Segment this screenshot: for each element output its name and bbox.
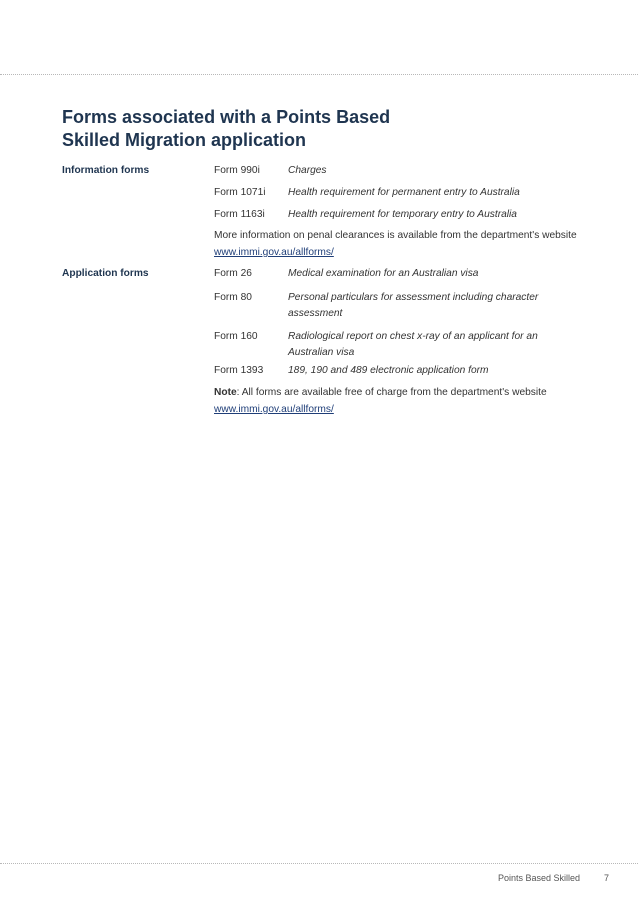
information-forms-label: Information forms (62, 165, 150, 176)
allforms-link-1[interactable]: www.immi.gov.au/allforms/ (214, 247, 334, 258)
page-title (62, 106, 482, 152)
form-code-80: Form 80 (214, 292, 252, 303)
form-desc-26: Medical examination for an Australian visa (288, 268, 479, 279)
top-dotted-divider (0, 74, 638, 75)
allforms-link-2[interactable]: www.immi.gov.au/allforms/ (214, 404, 334, 415)
footer-page-number: 7 (604, 873, 610, 883)
form-code-1071i: Form 1071i (214, 187, 266, 198)
page-title-line-2: Skilled Migration application (62, 130, 307, 150)
form-desc-1163i: Health requirement for temporary entry to Australia (288, 209, 517, 220)
penal-clearance-text: More information on penal clearances is available from the department's website (214, 230, 577, 241)
note-label: Note (214, 387, 237, 398)
application-forms-label: Application forms (62, 268, 149, 279)
note-text: : All forms are available free of charge from the department's website (236, 387, 547, 398)
form-code-1393: Form 1393 (214, 365, 264, 376)
form-desc-80: Personal particulars for assessment including character assessment (288, 292, 539, 319)
form-desc-1393: 189, 190 and 489 electronic application form (288, 365, 489, 376)
footer-document-title: Points Based Skilled (498, 873, 581, 883)
form-code-1163i: Form 1163i (214, 209, 265, 220)
forms-note (214, 384, 584, 418)
form-code-160: Form 160 (214, 331, 258, 342)
form-desc-1071i: Health requirement for permanent entry to Australia (288, 187, 520, 198)
page-title-line-1: Forms associated with a Points Based (62, 107, 391, 127)
form-code-990i: Form 990i (214, 165, 260, 176)
penal-clearance-info (214, 227, 584, 261)
bottom-dotted-divider (0, 863, 638, 864)
form-desc-990i: Charges (288, 165, 327, 176)
form-code-26: Form 26 (214, 268, 252, 279)
form-desc-160: Radiological report on chest x-ray of an applicant for an Australian visa (288, 331, 538, 358)
